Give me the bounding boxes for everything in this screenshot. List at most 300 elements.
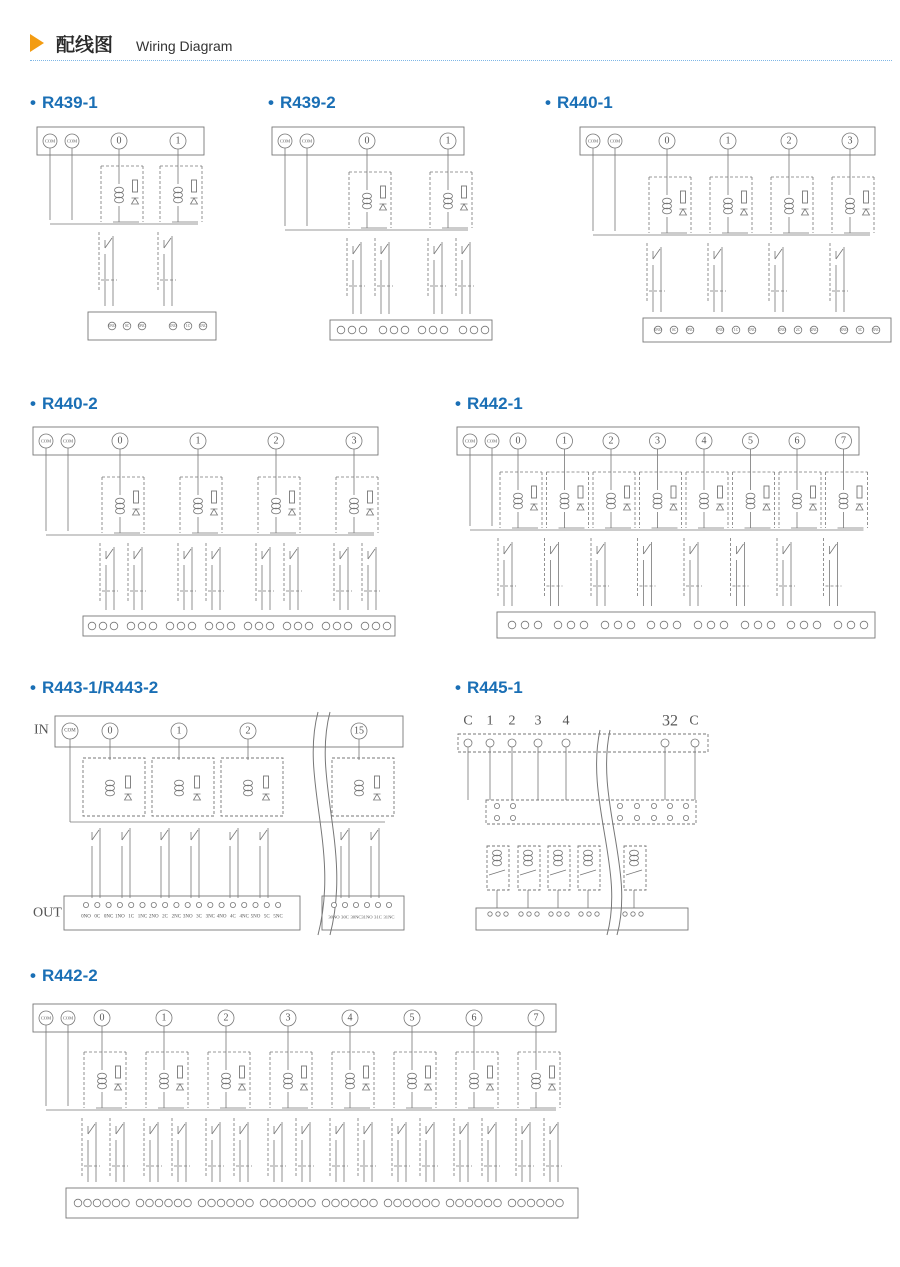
channel-terminal <box>691 739 699 747</box>
output-terminal-label: 3NO <box>182 914 193 920</box>
switch-blade <box>836 249 843 259</box>
output-terminal <box>521 621 529 629</box>
in-label: IN <box>34 722 49 738</box>
channel-label: 2 <box>273 435 279 447</box>
output-terminal <box>353 902 358 907</box>
relay-coil-icon <box>514 493 523 509</box>
channel-label: 5 <box>409 1012 415 1024</box>
output-terminal <box>129 902 134 907</box>
output-terminal <box>418 326 426 334</box>
output-terminal <box>227 1199 235 1207</box>
relay-coil-icon <box>846 198 855 214</box>
switch-blade <box>368 549 375 559</box>
internal-bus-box <box>486 800 696 824</box>
bus-terminal <box>683 803 688 808</box>
output-terminal <box>165 1199 173 1207</box>
relay-coil-icon <box>222 1073 231 1089</box>
relay-coil-icon <box>653 493 662 509</box>
relay-coil-icon <box>106 780 115 796</box>
output-terminal-label: 30NC <box>350 914 362 920</box>
switch-blade <box>290 549 297 559</box>
output-terminal <box>341 1199 349 1207</box>
relay-coil-icon <box>793 493 802 509</box>
channel-label: 1 <box>176 725 182 737</box>
output-terminal <box>208 1199 216 1207</box>
output-terminal <box>166 622 174 630</box>
output-terminal <box>432 1199 440 1207</box>
channel-label: 4 <box>701 435 707 447</box>
switch-blade <box>551 544 558 554</box>
switch-blade <box>504 544 511 554</box>
output-terminal-label: 4NC <box>239 914 249 920</box>
bus-terminal <box>494 815 499 820</box>
switch-blade <box>116 1124 123 1134</box>
relay-coil-icon <box>363 193 372 209</box>
output-terminal <box>567 621 575 629</box>
relay-coil-icon <box>98 1073 107 1089</box>
output-terminal <box>546 1199 554 1207</box>
output-terminal <box>631 912 635 916</box>
output-terminal <box>103 1199 111 1207</box>
output-terminal <box>694 621 702 629</box>
output-terminal <box>504 912 508 916</box>
diode-icon <box>461 204 468 210</box>
output-terminal-label: 1NC <box>199 324 207 328</box>
relay-coil-icon <box>785 198 794 214</box>
output-terminal <box>151 902 156 907</box>
bus-terminal <box>651 803 656 808</box>
break-curve <box>325 712 337 935</box>
resistor-icon <box>671 486 676 498</box>
output-terminal <box>518 1199 526 1207</box>
output-terminal <box>401 326 409 334</box>
output-terminal-label: 30NO <box>328 914 340 920</box>
channel-label: 1 <box>725 135 731 147</box>
output-terminal <box>74 1199 82 1207</box>
com-label: COM <box>486 438 498 444</box>
bus-terminal <box>510 815 515 820</box>
relay-coil-icon <box>493 850 502 866</box>
output-terminal-label: 1NC <box>137 914 148 920</box>
output-terminal-label: 0NO <box>108 324 116 328</box>
output-terminal <box>289 1199 297 1207</box>
output-terminal <box>264 902 269 907</box>
channel-label: 0 <box>664 135 670 147</box>
output-terminal <box>227 622 235 630</box>
relay-coil-icon <box>116 498 125 514</box>
relay-coil-icon <box>584 850 593 866</box>
diode-icon <box>125 794 132 800</box>
resistor-icon <box>625 486 630 498</box>
output-terminal <box>149 622 157 630</box>
output-terminal <box>647 621 655 629</box>
switch-blade <box>580 870 596 875</box>
output-terminal <box>253 902 258 907</box>
com-label: COM <box>587 138 599 144</box>
switch-blade <box>105 238 112 248</box>
channel-label: 1 <box>175 135 181 147</box>
output-terminal <box>279 1199 287 1207</box>
channel-label: 0 <box>364 135 370 147</box>
channel-terminal <box>534 739 542 747</box>
output-terminal-label: 31C <box>374 914 382 920</box>
output-terminal-label: 1C <box>128 914 135 920</box>
switch-blade <box>340 549 347 559</box>
switch-blade <box>653 249 660 259</box>
output-terminal <box>370 1199 378 1207</box>
relay-dashed-box <box>548 846 570 890</box>
diode-icon <box>863 209 870 215</box>
relay-coil-icon <box>700 493 709 509</box>
output-terminal <box>475 1199 483 1207</box>
output-terminal-label: 2NC <box>171 914 182 920</box>
switch-blade <box>714 249 721 259</box>
resistor-icon <box>290 491 295 503</box>
diode-icon <box>367 509 374 515</box>
output-terminal <box>394 1199 402 1207</box>
com-label: COM <box>40 438 52 444</box>
switch-blade <box>462 244 469 254</box>
output-terminal <box>813 621 821 629</box>
output-terminal <box>88 622 96 630</box>
output-terminal <box>342 902 347 907</box>
bus-terminal <box>617 803 622 808</box>
output-terminal <box>660 621 668 629</box>
output-terminal <box>205 622 213 630</box>
switch-blade <box>164 238 171 248</box>
section-title-r443: • R443-1/R443-2 <box>30 678 159 697</box>
diode-icon <box>810 504 817 510</box>
output-terminal-label: 1NO <box>169 324 177 328</box>
output-terminal <box>112 1199 120 1207</box>
relay-coil-icon <box>346 1073 355 1089</box>
output-terminal <box>216 622 224 630</box>
output-terminal-label: 2NO <box>778 328 786 332</box>
channel-label: 0 <box>116 135 122 147</box>
output-terminal <box>127 622 135 630</box>
switch-blade <box>550 1124 557 1134</box>
output-terminal <box>556 1199 564 1207</box>
resistor-icon <box>133 180 138 192</box>
diode-icon <box>670 504 677 510</box>
resistor-icon <box>240 1066 245 1078</box>
output-terminal <box>255 622 263 630</box>
top-terminal-label: 2 <box>508 713 516 729</box>
output-terminal-label: 3C <box>196 914 202 920</box>
output-terminal <box>470 326 478 334</box>
output-terminal-label: 30C <box>341 914 349 920</box>
relay-coil-icon <box>746 493 755 509</box>
com-label: COM <box>62 438 74 444</box>
switch-blade <box>178 1124 185 1134</box>
output-terminal-label: 5C <box>263 914 270 920</box>
output-terminal-label: 0C <box>124 324 130 328</box>
page-title: 配线图 <box>56 34 114 56</box>
resistor-icon <box>375 776 380 788</box>
output-terminal <box>122 1199 130 1207</box>
switch-blade <box>212 549 219 559</box>
relay-coil-icon <box>284 1073 293 1089</box>
output-terminal <box>579 912 583 916</box>
diode-icon <box>133 509 140 515</box>
relay-coil-icon <box>174 187 183 203</box>
output-terminal <box>244 622 252 630</box>
output-terminal <box>138 622 146 630</box>
com-label: COM <box>464 438 476 444</box>
output-terminal <box>623 912 627 916</box>
output-terminal <box>359 326 367 334</box>
relay-coil-icon <box>554 850 563 866</box>
switch-blade <box>341 830 348 840</box>
switch-blade <box>191 830 198 840</box>
switch-blade <box>690 544 697 554</box>
top-terminal-label: 3 <box>534 713 542 729</box>
output-terminal <box>208 902 213 907</box>
switch-blade <box>489 870 505 875</box>
output-terminal <box>219 902 224 907</box>
output-terminal <box>242 902 247 907</box>
resistor-icon <box>462 186 467 198</box>
resistor-icon <box>550 1066 555 1078</box>
switch-blade <box>626 870 642 875</box>
com-label: COM <box>64 728 76 734</box>
output-terminal <box>429 326 437 334</box>
relay-coil-icon <box>160 1073 169 1089</box>
com-label: COM <box>44 138 56 144</box>
output-terminal <box>276 902 281 907</box>
output-terminal-label: 1C <box>185 324 191 328</box>
com-label: COM <box>301 138 313 144</box>
output-terminal <box>163 902 168 907</box>
output-terminal-label: 3NO <box>840 328 848 332</box>
relay-coil-icon <box>175 780 184 796</box>
output-terminal <box>508 621 516 629</box>
relay-dashed-box <box>578 846 600 890</box>
diode-icon <box>802 209 809 215</box>
diode-icon <box>191 198 198 204</box>
break-curve <box>313 712 325 935</box>
output-terminal-label: 1C <box>733 328 739 332</box>
output-terminal <box>554 621 562 629</box>
output-terminal <box>537 1199 545 1207</box>
output-terminal <box>767 621 775 629</box>
output-terminal <box>673 621 681 629</box>
output-terminal <box>298 1199 306 1207</box>
relay-coil-icon <box>724 198 733 214</box>
switch-blade <box>106 549 113 559</box>
diode-icon <box>549 1084 556 1090</box>
channel-label: 7 <box>841 435 846 447</box>
section-title-r440-1: • R440-1 <box>545 93 613 112</box>
output-terminal <box>84 1199 92 1207</box>
resistor-icon <box>578 486 583 498</box>
output-terminal <box>587 912 591 916</box>
channel-terminal <box>661 739 669 747</box>
resistor-icon <box>718 486 723 498</box>
output-terminal <box>348 326 356 334</box>
relay-coil-icon <box>194 498 203 514</box>
output-terminal-label: 0NC <box>686 328 694 332</box>
output-terminal <box>93 1199 101 1207</box>
diode-icon <box>717 504 724 510</box>
section-title-r442-1: • R442-1 <box>455 394 523 413</box>
output-terminal <box>196 902 201 907</box>
output-terminal <box>140 902 145 907</box>
resistor-icon <box>192 180 197 192</box>
relay-dashed-box <box>518 846 540 890</box>
output-terminal <box>580 621 588 629</box>
switch-blade <box>364 1124 371 1134</box>
diode-icon <box>531 504 538 510</box>
output-terminal <box>707 621 715 629</box>
output-terminal-bar <box>88 312 216 340</box>
channel-label: 6 <box>794 435 800 447</box>
input-terminal-box <box>458 734 708 752</box>
output-terminal-label: 2C <box>162 914 169 920</box>
section-title-r439-1: • R439-1 <box>30 93 98 112</box>
output-terminal-label: 0NO <box>654 328 662 332</box>
output-terminal <box>379 326 387 334</box>
output-terminal <box>372 622 380 630</box>
output-terminal-label: 5NO <box>250 914 261 920</box>
output-terminal <box>146 1199 154 1207</box>
switch-blade <box>184 549 191 559</box>
relay-coil-icon <box>524 850 533 866</box>
channel-terminal <box>486 739 494 747</box>
diode-icon <box>624 504 631 510</box>
channel-terminal <box>562 739 570 747</box>
relay-coil-icon <box>839 493 848 509</box>
channel-label: 2 <box>608 435 614 447</box>
resistor-icon <box>381 186 386 198</box>
output-terminal <box>136 1199 144 1207</box>
switch-blade <box>520 870 536 875</box>
bus-terminal <box>634 803 639 808</box>
output-terminal <box>834 621 842 629</box>
relay-coil-icon <box>355 780 364 796</box>
output-terminal <box>344 622 352 630</box>
relay-coil-icon <box>607 493 616 509</box>
output-terminal <box>188 622 196 630</box>
page-subtitle: Wiring Diagram <box>136 38 233 54</box>
output-terminal <box>440 326 448 334</box>
output-terminal <box>230 902 235 907</box>
diode-icon <box>194 794 201 800</box>
switch-blade <box>434 244 441 254</box>
break-curve <box>597 730 612 935</box>
output-terminal <box>484 1199 492 1207</box>
channel-label: 2 <box>223 1012 229 1024</box>
output-terminal <box>565 912 569 916</box>
switch-blade <box>260 830 267 840</box>
switch-blade <box>336 1124 343 1134</box>
switch-blade <box>302 1124 309 1134</box>
com-label: COM <box>609 138 621 144</box>
output-terminal <box>283 622 291 630</box>
output-terminal <box>459 326 467 334</box>
bus-terminal <box>683 815 688 820</box>
output-terminal <box>351 1199 359 1207</box>
output-terminal <box>614 621 622 629</box>
switch-blade <box>460 1124 467 1134</box>
output-terminal <box>601 621 609 629</box>
resistor-icon <box>302 1066 307 1078</box>
output-terminal <box>236 1199 244 1207</box>
output-terminal <box>155 1199 163 1207</box>
output-terminal <box>99 622 107 630</box>
switch-blade <box>274 1124 281 1134</box>
resistor-icon <box>364 1066 369 1078</box>
output-terminal <box>741 621 749 629</box>
channel-terminal <box>508 739 516 747</box>
relay-dashed-box <box>624 846 646 890</box>
output-terminal <box>332 1199 340 1207</box>
diode-icon <box>239 1084 246 1090</box>
output-terminal <box>174 902 179 907</box>
relay-coil-icon <box>470 1073 479 1089</box>
output-terminal <box>294 622 302 630</box>
channel-label: 3 <box>655 435 660 447</box>
top-terminal-label: C <box>463 713 473 729</box>
output-terminal-label: 0C <box>94 914 101 920</box>
top-terminal-label: C <box>689 713 699 729</box>
switch-blade <box>381 244 388 254</box>
top-terminal-label: 1 <box>486 713 494 729</box>
channel-label: 6 <box>471 1012 477 1024</box>
channel-label: 3 <box>847 135 853 147</box>
output-terminal <box>549 912 553 916</box>
output-terminal-label: 4C <box>229 914 236 920</box>
switch-blade <box>522 1124 529 1134</box>
switch-blade <box>353 244 360 254</box>
output-terminal <box>527 1199 535 1207</box>
switch-blade <box>426 1124 433 1134</box>
channel-label: 1 <box>445 135 451 147</box>
output-terminal <box>110 622 118 630</box>
output-terminal-label: 1NC <box>748 328 756 332</box>
channel-label: 0 <box>117 435 123 447</box>
output-terminal <box>106 902 111 907</box>
output-terminal <box>386 902 391 907</box>
output-terminal <box>375 902 380 907</box>
switch-blade <box>230 830 237 840</box>
relay-coil-icon <box>532 1073 541 1089</box>
out-label: OUT <box>33 905 62 921</box>
output-terminal <box>787 621 795 629</box>
resistor-icon <box>811 486 816 498</box>
channel-label: 0 <box>107 725 113 737</box>
com-label: COM <box>62 1015 74 1021</box>
break-curve <box>607 730 622 935</box>
output-terminal <box>217 1199 225 1207</box>
resistor-icon <box>212 491 217 503</box>
diode-icon <box>856 504 863 510</box>
switch-blade <box>737 544 744 554</box>
output-terminal-label: 2C <box>795 328 801 332</box>
output-terminal <box>754 621 762 629</box>
diode-icon <box>741 209 748 215</box>
relay-coil-icon <box>663 198 672 214</box>
output-terminal <box>639 912 643 916</box>
resistor-icon <box>857 486 862 498</box>
channel-label: 5 <box>748 435 753 447</box>
relay-coil-icon <box>444 193 453 209</box>
output-terminal-label: 0C <box>671 328 677 332</box>
resistor-icon <box>426 1066 431 1078</box>
output-terminal-label: 2NC <box>810 328 818 332</box>
output-terminal-label: 1NO <box>115 914 125 920</box>
resistor-icon <box>803 191 808 203</box>
